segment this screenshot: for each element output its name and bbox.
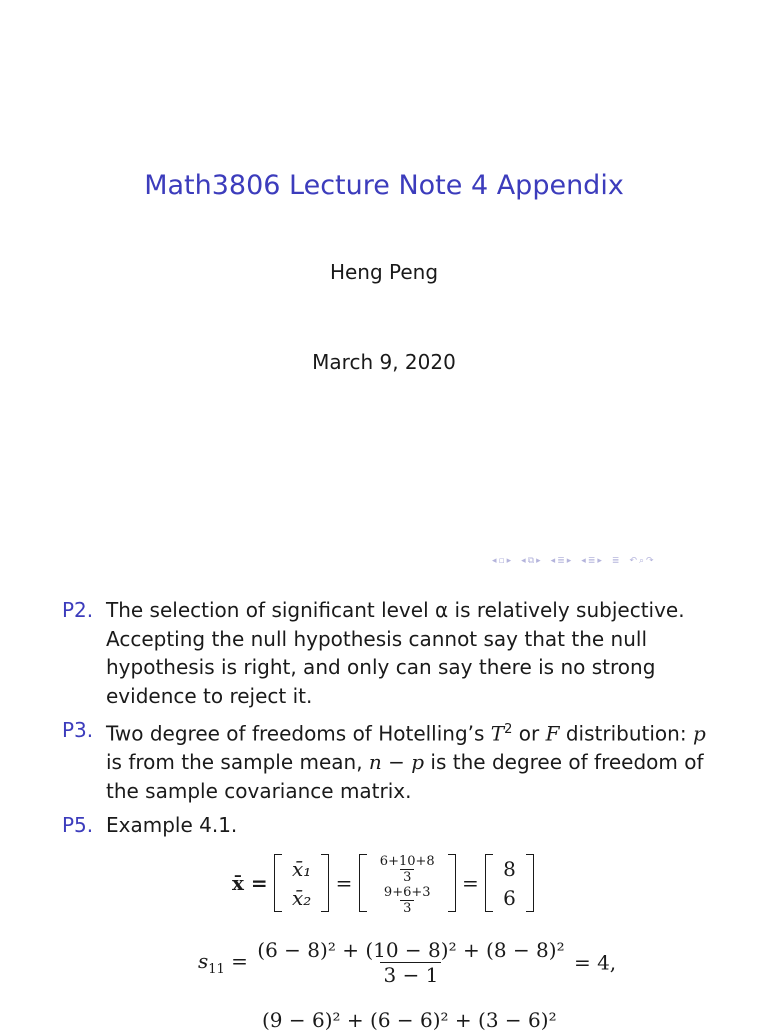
list-item-p5 bbox=[62, 811, 722, 840]
list-item-p3 bbox=[62, 716, 722, 805]
nav-prev-section-icon[interactable]: ◂ bbox=[550, 556, 556, 566]
nav-next-section-icon[interactable]: ▸ bbox=[566, 556, 572, 566]
nav-doc-icon[interactable]: ≣ bbox=[587, 556, 596, 566]
item-text: Example 4.1. bbox=[106, 813, 238, 838]
nav-appendix-icon[interactable]: ≣ bbox=[611, 556, 620, 566]
s11-equation: $s_{11}$ = $\frac{\text{(6 − 8)² + (10 − 8)² + (8 − 8)²}}{3 - 1}$ = 4, bbox=[198, 938, 617, 987]
nav-search-icon[interactable]: ⌕ bbox=[638, 556, 645, 566]
item-text: Two degree of freedoms of Hotelling’s $T^2$ or F distribution: p is from the sample mean, n − p is the degree of freedom of the sample covariance matrix. bbox=[106, 721, 706, 803]
item-label: P2. bbox=[62, 598, 94, 622]
item-list bbox=[62, 596, 722, 846]
item-label: P3. bbox=[62, 718, 94, 742]
vector-fractions: $\frac{6+10+8}{3}$ $\frac{9+6+3}{3}$ bbox=[359, 854, 456, 912]
nav-back-icon[interactable]: ↶ bbox=[629, 556, 637, 566]
list-item-p2 bbox=[62, 596, 722, 710]
nav-section-icon[interactable]: ≣ bbox=[557, 556, 565, 566]
nav-subsection-icon[interactable]: ⧉ bbox=[527, 556, 535, 566]
lecture-title: Math3806 Lecture Note 4 Appendix bbox=[144, 170, 624, 201]
item-label: P5. bbox=[62, 813, 94, 838]
nav-frame-icon[interactable]: ▫ bbox=[498, 556, 505, 566]
nav-next-doc-icon[interactable]: ▸ bbox=[597, 556, 602, 566]
nav-next-frame-icon[interactable]: ▸ bbox=[506, 556, 512, 566]
nav-next-subsection-icon[interactable]: ▸ bbox=[536, 556, 541, 566]
author-name: Heng Peng bbox=[329, 260, 439, 284]
s11-fraction: $\frac{\text{(6 − 8)² + (10 − 8)² + (8 − 8)²}}{3 - 1}$ bbox=[257, 938, 565, 987]
content-slide bbox=[0, 576, 768, 1032]
nav-forward-icon[interactable]: ↷ bbox=[646, 556, 654, 566]
s22-numerator-partial: (9 − 6)² + (6 − 6)² + (3 − 6)² bbox=[262, 1008, 557, 1032]
vector-result: 8 6 bbox=[485, 854, 534, 912]
vector-xbar: x̄₁ x̄₂ bbox=[274, 854, 329, 912]
nav-prev-frame-icon[interactable]: ◂ bbox=[492, 556, 497, 566]
mean-vector-equation: x̄ = x̄₁ x̄₂ = $\frac{6+10+8}{3}$ $\frac{9+6+3}{3}$ = 8 6 bbox=[232, 854, 534, 912]
nav-prev-doc-icon[interactable]: ◂ bbox=[581, 556, 586, 566]
item-text: The selection of significant level α is relatively subjective. Accepting the null hypothesis cannot say that the null hypothesis is right, and only can say there is no strong evidence to reject it. bbox=[106, 598, 685, 708]
beamer-navigation-bar bbox=[492, 553, 656, 569]
lecture-date: March 9, 2020 bbox=[312, 350, 456, 374]
nav-prev-subsection-icon[interactable]: ◂ bbox=[521, 556, 526, 566]
